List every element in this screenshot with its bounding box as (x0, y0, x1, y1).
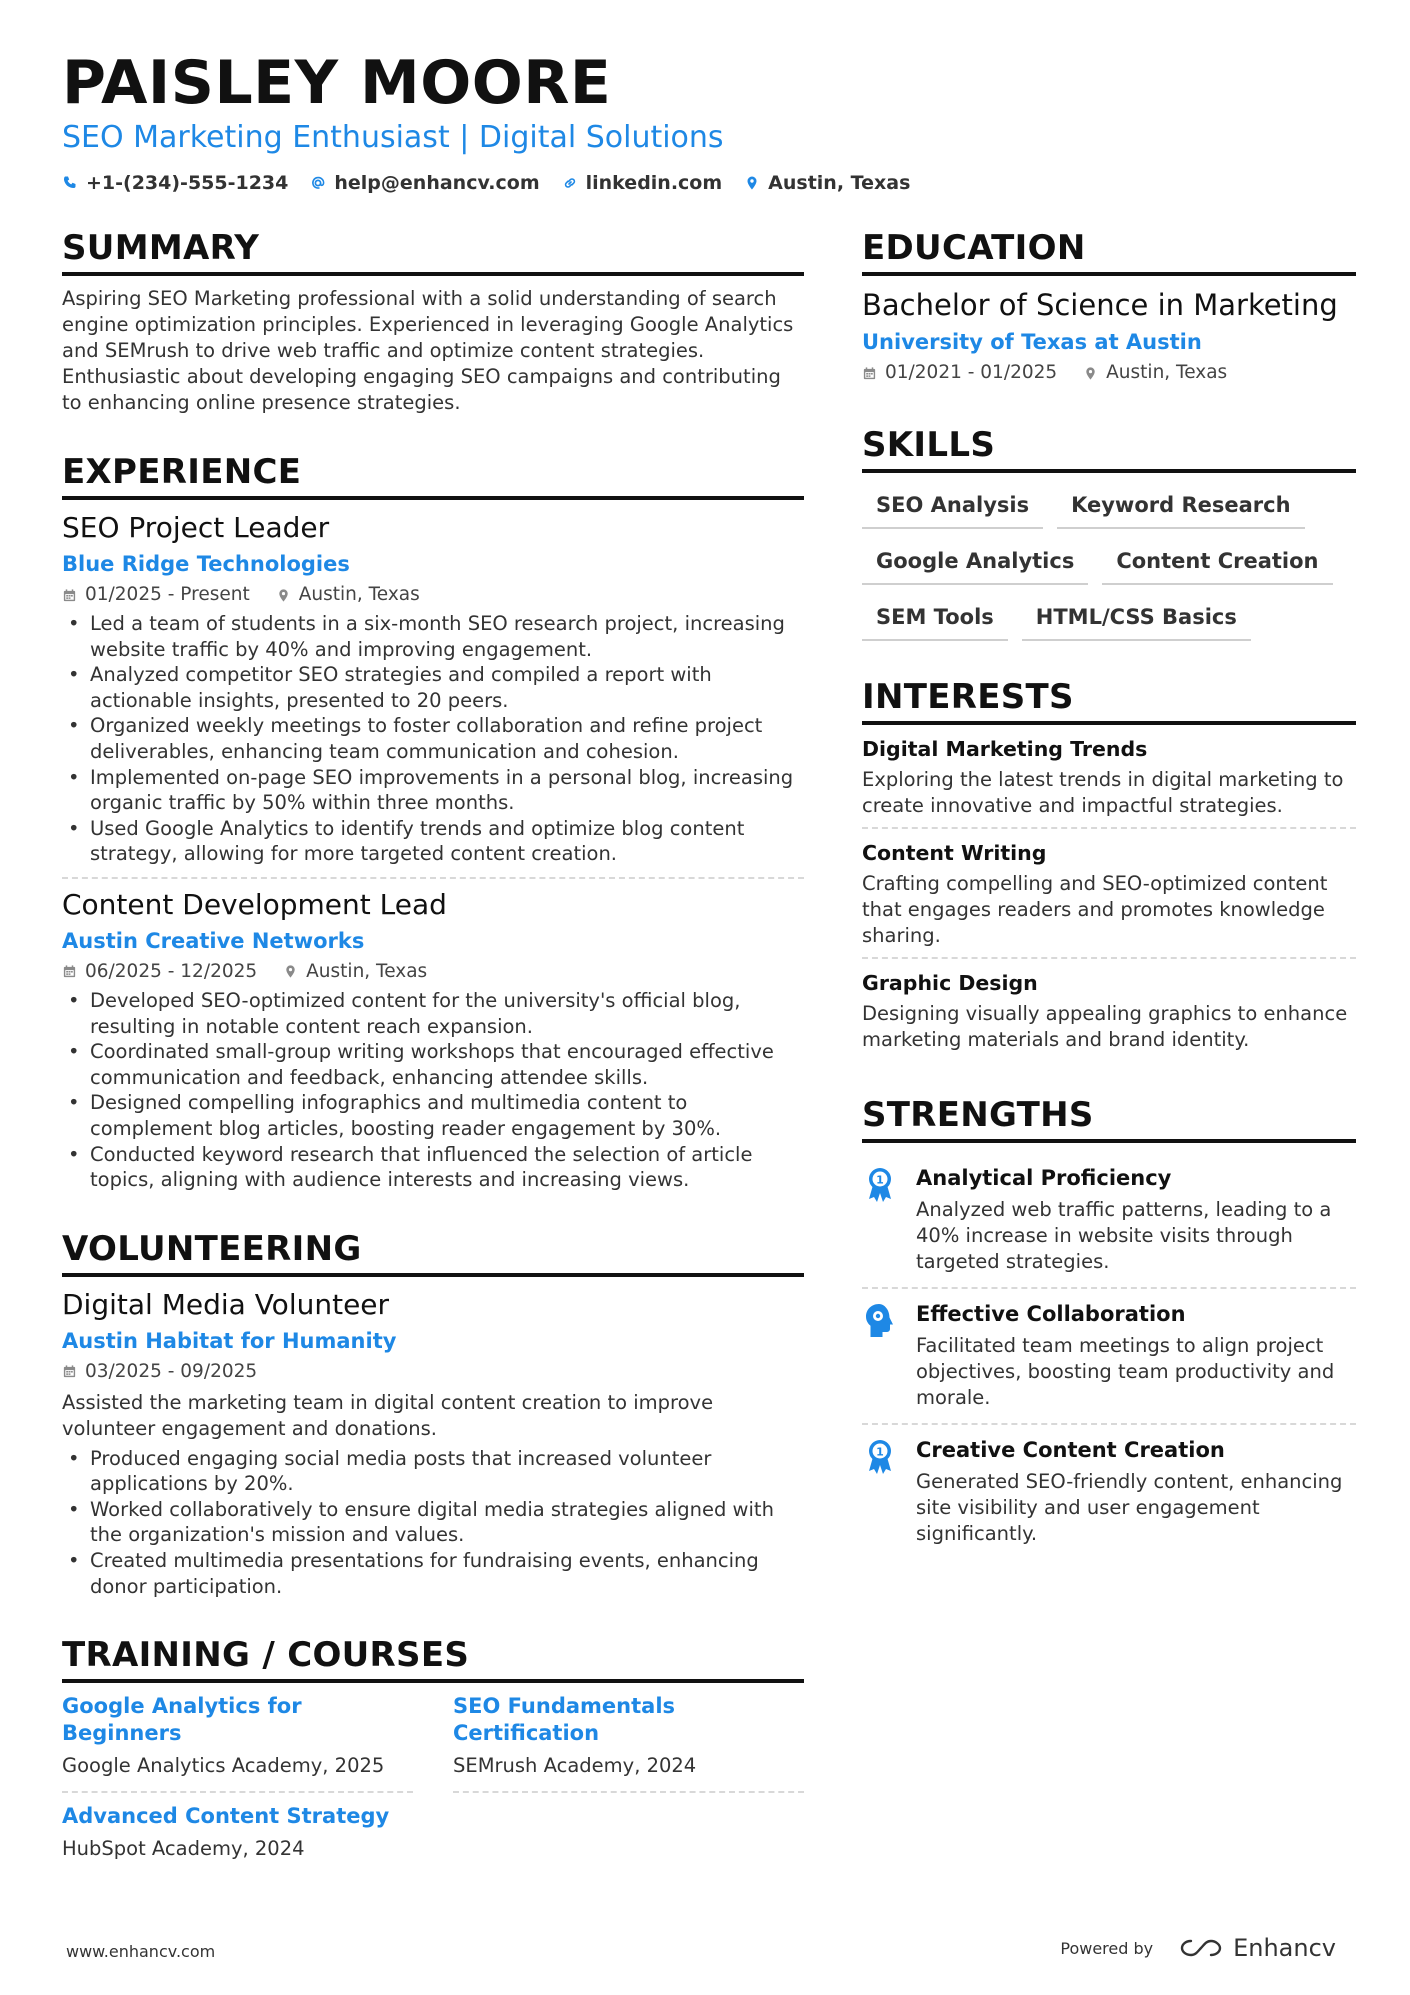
course-provider: Google Analytics Academy, 2025 (62, 1754, 385, 1778)
contact-bar (62, 172, 910, 194)
bullet-item: • Worked collaboratively to ensure digital media strategies aligned with the organization's mission and values. (62, 1497, 804, 1548)
job-meta (62, 583, 804, 607)
volunteer-description: Assisted the marketing team in digital content creation to improve volunteer engagement and donations. (62, 1390, 714, 1440)
volunteer-org: Austin Habitat for Humanity (62, 1328, 397, 1353)
footer-website[interactable]: www.enhancv.com (66, 1942, 216, 1961)
bullet-item: • Coordinated small-group writing workshops that encouraged effective communication and feedback, enhancing attendee skills. (62, 1039, 804, 1090)
at-icon (310, 175, 326, 191)
right-column (862, 228, 1356, 1559)
candidate-name: PAISLEY MOORE (62, 48, 612, 118)
bullet-item: • Developed SEO-optimized content for the university's official blog, resulting in notable content reach expansion. (62, 988, 804, 1039)
candidate-title: SEO Marketing Enthusiast | Digital Solutions (62, 120, 724, 155)
strength-body (916, 1435, 1356, 1547)
link-icon (562, 175, 578, 191)
job-bullets (62, 611, 804, 867)
course-item (453, 1693, 804, 1793)
job-location: Austin, Texas (283, 960, 427, 984)
location-text: Austin, Texas (768, 172, 911, 194)
skill-tag: HTML/CSS Basics (1022, 599, 1251, 641)
contact-phone[interactable] (62, 172, 288, 194)
experience-heading: EXPERIENCE (62, 452, 804, 500)
location-pin-icon (276, 588, 291, 603)
bullet-item: • Created multimedia presentations for fundraising events, enhancing donor participation. (62, 1548, 804, 1599)
interest-text: Designing visually appealing graphics to enhance marketing materials and brand identity. (862, 1002, 1348, 1051)
location-pin-icon (283, 964, 298, 979)
school-name: University of Texas at Austin (862, 330, 1202, 354)
powered-by (1060, 1934, 1336, 1962)
strength-text: Analyzed web traffic patterns, leading to a 40% increase in website visits through targeted strategies. (916, 1198, 1332, 1273)
experience-entry (62, 510, 804, 867)
head-profile-icon (862, 1301, 898, 1341)
job-title: Content Development Lead (62, 887, 447, 921)
bullet-item: • Produced engaging social media posts that increased volunteer applications by 20%. (62, 1446, 804, 1497)
interest-title: Graphic Design (862, 971, 1038, 995)
interest-text: Exploring the latest trends in digital marketing to create innovative and impactful strategies. (862, 768, 1344, 817)
bullet-item: • Organized weekly meetings to foster collaboration and refine project deliverables, enhancing team communication and cohesion. (62, 713, 804, 764)
volunteer-bullets (62, 1446, 804, 1600)
award-ribbon-icon (862, 1165, 898, 1205)
strength-item (862, 1153, 1356, 1289)
calendar-icon (62, 964, 77, 979)
strength-title: Analytical Proficiency (916, 1166, 1172, 1190)
course-provider: HubSpot Academy, 2024 (62, 1837, 305, 1861)
entry-divider (62, 877, 804, 879)
bullet-item: • Led a team of students in a six-month SEO research project, increasing website traffic by 40% and improving engagement. (62, 611, 804, 662)
company-name: Blue Ridge Technologies (62, 552, 350, 576)
strength-item (862, 1289, 1356, 1425)
job-bullets (62, 988, 804, 1193)
interest-title: Digital Marketing Trends (862, 737, 1148, 761)
calendar-icon (862, 366, 877, 381)
enhancv-logo-icon (1179, 1937, 1223, 1959)
contact-linkedin[interactable] (562, 172, 723, 194)
course-title: Google Analytics for Beginners (62, 1694, 302, 1746)
skill-tag: Google Analytics (862, 543, 1088, 585)
location-pin-icon (744, 175, 760, 191)
phone-icon (62, 175, 78, 191)
skill-tag: Keyword Research (1057, 487, 1304, 529)
phone-text: +1-(234)-555-1234 (86, 172, 289, 194)
education-meta (862, 361, 1356, 385)
summary-text: Aspiring SEO Marketing professional with a solid understanding of search engine optimization principles. Experienced in leveraging Google Analytics and SEMrush to drive web traffic and optimize content strategies. Enthusiastic about developing engaging SEO campaigns and contributing to enhancing online presence strategies. (62, 287, 794, 414)
brand-name: Enhancv (1233, 1934, 1336, 1962)
course-title: Advanced Content Strategy (62, 1804, 390, 1829)
bullet-item: • Conducted keyword research that influenced the selection of article topics, aligning with audience interests and increasing views. (62, 1142, 804, 1193)
linkedin-text: linkedin.com (585, 172, 723, 194)
volunteer-title: Digital Media Volunteer (62, 1287, 390, 1321)
calendar-icon (62, 588, 77, 603)
bullet-item: • Implemented on-page SEO improvements in a personal blog, increasing organic traffic by 50% within three months. (62, 765, 804, 816)
strength-body (916, 1299, 1356, 1411)
skill-tag: SEM Tools (862, 599, 1008, 641)
company-name: Austin Creative Networks (62, 928, 365, 953)
volunteer-dates: 03/2025 - 09/2025 (62, 1360, 257, 1384)
strength-title: Effective Collaboration (916, 1302, 1186, 1326)
svg-text:1: 1 (876, 1445, 884, 1459)
summary-heading: SUMMARY (62, 228, 804, 276)
training-heading: TRAINING / COURSES (62, 1635, 804, 1683)
bullet-item: • Designed compelling infographics and multimedia content to complement blog articles, boosting reader engagement by 30%. (62, 1090, 804, 1141)
skill-tag: Content Creation (1102, 543, 1332, 585)
location-pin-icon (1083, 366, 1098, 381)
education-location: Austin, Texas (1083, 361, 1227, 385)
strength-text: Facilitated team meetings to align project objectives, boosting team productivity and morale. (916, 1334, 1335, 1409)
course-title: SEO Fundamentals Certification (453, 1694, 676, 1746)
education-heading: EDUCATION (862, 228, 1356, 276)
degree: Bachelor of Science in Marketing (862, 288, 1338, 322)
job-title: SEO Project Leader (62, 511, 330, 544)
job-dates: 01/2025 - Present (62, 583, 250, 607)
strength-title: Creative Content Creation (916, 1438, 1225, 1462)
strength-item (862, 1425, 1356, 1559)
skills-heading: SKILLS (862, 425, 1356, 473)
calendar-icon (62, 1364, 77, 1379)
strengths-heading: STRENGTHS (862, 1095, 1356, 1143)
enhancv-logo[interactable] (1179, 1934, 1336, 1962)
job-dates: 06/2025 - 12/2025 (62, 960, 257, 984)
interest-item (862, 839, 1356, 959)
volunteer-meta (62, 1360, 804, 1384)
courses-grid (62, 1693, 804, 1884)
strength-body (916, 1163, 1356, 1275)
job-meta (62, 960, 804, 984)
experience-entry (62, 887, 804, 1193)
strength-text: Generated SEO-friendly content, enhancing site visibility and user engagement significantly. (916, 1470, 1343, 1545)
contact-location (744, 172, 910, 194)
interest-item (862, 969, 1356, 1061)
job-location: Austin, Texas (276, 583, 420, 607)
volunteering-heading: VOLUNTEERING (62, 1229, 804, 1277)
interests-heading: INTERESTS (862, 677, 1356, 725)
contact-email[interactable] (310, 172, 539, 194)
skills-list (862, 487, 1356, 641)
course-item (62, 1803, 413, 1874)
course-provider: SEMrush Academy, 2024 (453, 1754, 697, 1778)
left-column (62, 228, 804, 1884)
course-item (62, 1693, 413, 1793)
award-ribbon-icon (862, 1437, 898, 1477)
interest-text: Crafting compelling and SEO-optimized content that engages readers and promotes knowledge sharing. (862, 872, 1328, 947)
interest-title: Content Writing (862, 841, 1047, 865)
interest-item (862, 735, 1356, 829)
volunteering-entry (62, 1287, 804, 1600)
svg-text:1: 1 (876, 1173, 884, 1187)
email-text: help@enhancv.com (334, 172, 540, 194)
bullet-item: • Analyzed competitor SEO strategies and compiled a report with actionable insights, presented to 20 peers. (62, 662, 804, 713)
education-dates: 01/2021 - 01/2025 (862, 361, 1057, 385)
skill-tag: SEO Analysis (862, 487, 1043, 529)
powered-by-label: Powered by (1060, 1938, 1154, 1958)
bullet-item: • Used Google Analytics to identify trends and optimize blog content strategy, allowing for more targeted content creation. (62, 816, 804, 867)
